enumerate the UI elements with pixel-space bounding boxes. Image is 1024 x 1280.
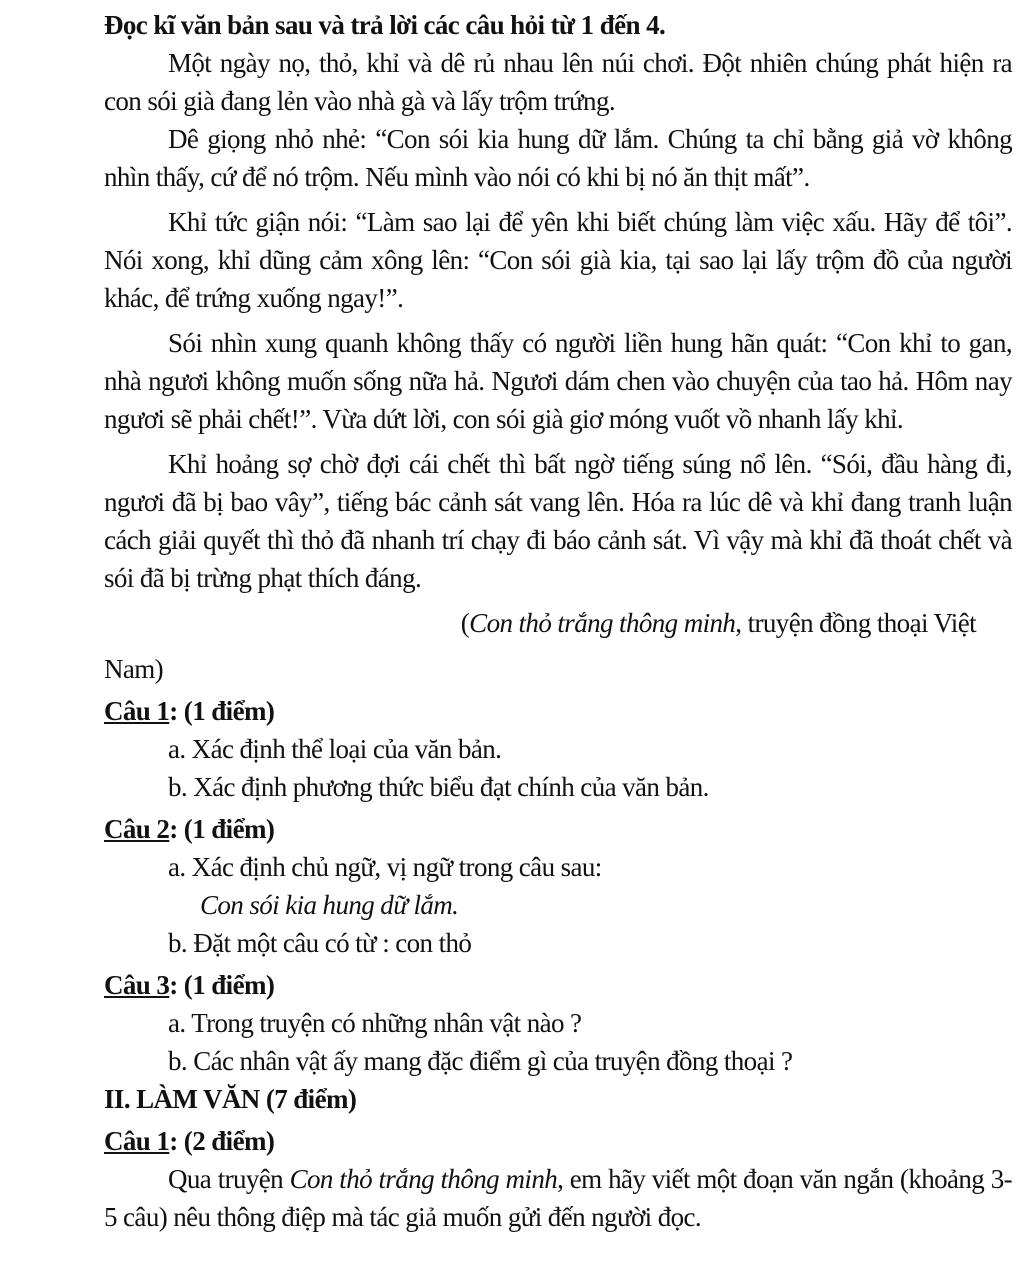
question-2-b: b. Đặt một câu có từ : con thỏ bbox=[168, 928, 472, 958]
question-1-points: : (1 điểm) bbox=[169, 696, 275, 726]
question-2-title bbox=[104, 810, 1012, 848]
writing-text-after: , em hãy viết một đoạn văn ngắn (khoảng 3-5 câu) nêu thông điệp mà tác giả muốn gửi đến người đọc. bbox=[104, 1164, 1012, 1232]
question-3-label: Câu 3 bbox=[104, 970, 170, 1000]
writing-question-1-title bbox=[104, 1122, 1012, 1160]
question-1-label: Câu 1 bbox=[104, 696, 170, 726]
story-source bbox=[104, 604, 1012, 642]
section-2-title: II. LÀM VĂN (7 điểm) bbox=[104, 1084, 357, 1114]
story-paragraph-4: Sói nhìn xung quanh không thấy có người liền hung hãn quát: “Con khỉ to gan, nhà ngươi không muốn sống nữa hả. Ngươi dám chen vào chuyện của tao hả. Hôm nay ngươi sẽ phải chết!”. Vừa dứt lời, con sói già giơ móng vuốt vồ nhanh lấy khỉ. bbox=[104, 328, 1012, 434]
question-1-b: b. Xác định phương thức biểu đạt chính của văn bản. bbox=[168, 772, 709, 802]
source-open: ( bbox=[460, 608, 470, 638]
question-2-label: Câu 2 bbox=[104, 814, 170, 844]
writing-question-1-text bbox=[104, 1160, 1012, 1236]
writing-question-1-label: Câu 1 bbox=[104, 1126, 170, 1156]
story-paragraph-2: Dê giọng nhỏ nhẻ: “Con sói kia hung dữ lắm. Chúng ta chỉ bằng giả vờ không nhìn thấy, cứ để nó trộm. Nếu mình vào nói có khi bị nó ăn thịt mất”. bbox=[104, 124, 1012, 192]
story-paragraph-5: Khỉ hoảng sợ chờ đợi cái chết thì bất ngờ tiếng súng nổ lên. “Sói, đầu hàng đi, ngươi đã bị bao vây”, tiếng bác cảnh sát vang lên. Hóa ra lúc dê và khỉ đang tranh luận cách giải quyết thì thỏ đã nhanh trí chạy đi báo cảnh sát. Vì vậy mà khỉ đã thoát chết và sói đã bị trừng phạt thích đáng. bbox=[104, 449, 1012, 593]
writing-text-before: Qua truyện bbox=[168, 1164, 290, 1194]
question-1-title bbox=[104, 692, 1012, 730]
story-paragraph-3: Khỉ tức giận nói: “Làm sao lại để yên khi biết chúng làm việc xấu. Hãy để tôi”. Nói xong, khỉ dũng cảm xông lên: “Con sói già kia, tại sao lại lấy trộm đồ của người khác, để trứng xuống ngay!”. bbox=[104, 207, 1012, 313]
writing-text-title: Con thỏ trắng thông minh bbox=[289, 1164, 558, 1194]
question-2-example: Con sói kia hung dữ lắm. bbox=[200, 890, 459, 920]
question-2-points: : (1 điểm) bbox=[169, 814, 275, 844]
reading-instruction: Đọc kĩ văn bản sau và trả lời các câu hỏi từ 1 đến 4. bbox=[104, 10, 666, 40]
question-1-a: a. Xác định thể loại của văn bản. bbox=[168, 734, 502, 764]
source-rest: , truyện đồng thoại Việt bbox=[735, 608, 976, 638]
story-paragraph-1: Một ngày nọ, thỏ, khỉ và dê rủ nhau lên núi chơi. Đột nhiên chúng phát hiện ra con sói già đang lẻn vào nhà gà và lấy trộm trứng. bbox=[104, 48, 1012, 116]
story-source-end: Nam) bbox=[104, 654, 164, 684]
question-3-a: a. Trong truyện có những nhân vật nào ? bbox=[168, 1008, 582, 1038]
question-2-a: a. Xác định chủ ngữ, vị ngữ trong câu sau: bbox=[168, 852, 602, 882]
question-3-points: : (1 điểm) bbox=[169, 970, 275, 1000]
source-title: Con thỏ trắng thông minh bbox=[469, 608, 736, 638]
question-3-b: b. Các nhân vật ấy mang đặc điểm gì của truyện đồng thoại ? bbox=[168, 1046, 793, 1076]
writing-question-1-points: : (2 điểm) bbox=[169, 1126, 275, 1156]
question-3-title bbox=[104, 966, 1012, 1004]
